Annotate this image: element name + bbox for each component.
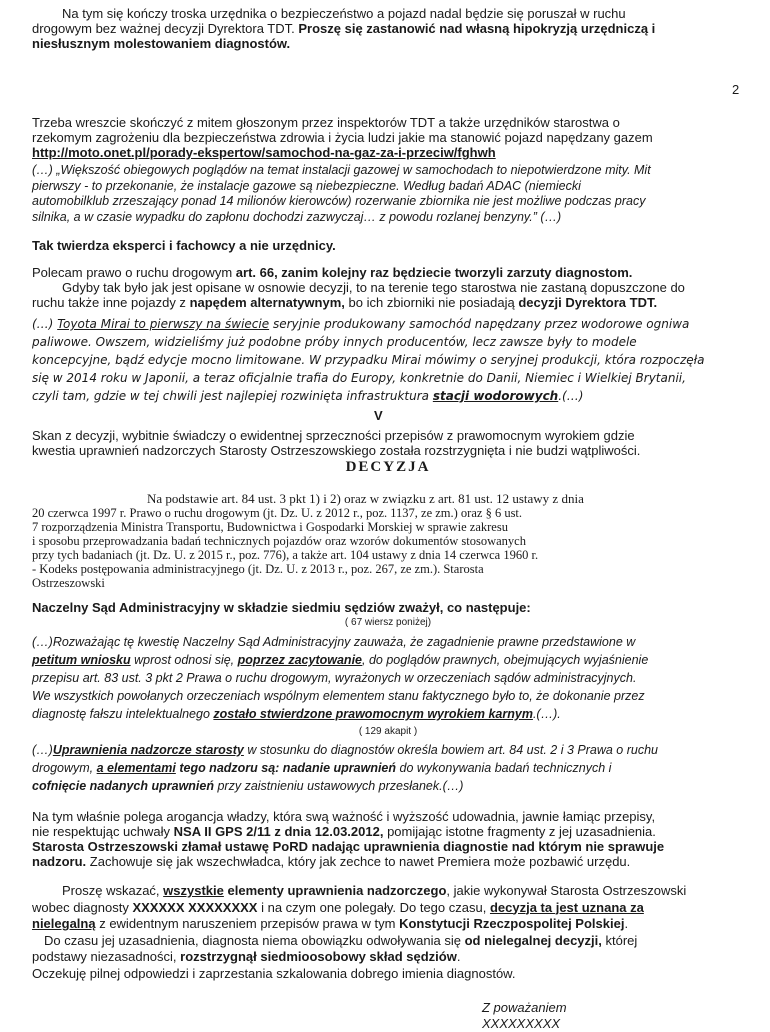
text-fragment: .: [624, 916, 629, 931]
text-line: Trzeba wreszcie skończyć z mitem głoszonym przez inspektorów TDT a także urzędników starostwa o: [32, 115, 620, 130]
decision-line: Ostrzeszowski: [32, 576, 105, 590]
paragraph-hypocrisy: [32, 6, 744, 51]
closing-regards: Z poważaniem: [482, 1000, 567, 1015]
text-fragment: Polecam prawo o ruchu drogowym: [32, 265, 233, 280]
text-fragment: , jakie wykonywał Starosta Ostrzeszowski: [446, 883, 687, 898]
text-fragment: nie respektując uchwały: [32, 824, 171, 839]
text-fragment: której: [605, 932, 638, 948]
text-fragment: czyli tam, gdzie w tej chwili jest najlepiej rozwinięta infrastruktura: [32, 389, 430, 403]
nsa-note-129: ( 129 akapit ): [358, 726, 418, 737]
quote-line: paliwowe. Owszem, widzieliśmy już podobne próby innych producentów, lecz zawsze były to modele: [32, 335, 637, 349]
bold-fragment: Konstytucji Rzeczpospolitej Polskiej: [399, 916, 625, 931]
quote-line: (…)Rozważając tę kwestię Naczelny Sąd Administracyjny zauważa, że zagadnienie prawne przedstawione w: [32, 635, 636, 649]
underlined-bold-fragment: wszystkie: [163, 883, 224, 898]
text-fragment: (…): [32, 743, 53, 757]
text-fragment: podstawy niezasadności,: [32, 949, 177, 964]
bold-fragment: nadzoru.: [32, 854, 87, 869]
text-fragment: bo ich zbiorniki nie posiadają: [348, 295, 515, 310]
decision-title: DECYZJA: [345, 459, 431, 475]
bold-fragment: art. 66, zanim kolejny raz będziecie tworzyli zarzuty diagnostom.: [235, 265, 633, 280]
text-fragment: drogowym,: [32, 761, 94, 775]
underlined-bold-fragment: stacji wodorowych: [432, 389, 559, 403]
text-fragment: Zachowuje się jak wszechwładca, który jak zechce to nawet Premiera może pozbawić urzędu.: [89, 854, 631, 869]
nsa-note-67: ( 67 wiersz poniżej): [344, 617, 432, 628]
paragraph-arrogance: [32, 809, 744, 869]
decision-line: Na podstawie art. 84 ust. 3 pkt 1) i 2) oraz w związku z art. 81 ust. 12 ustawy z dnia: [147, 491, 584, 506]
text-line: Skan z decyzji, wybitnie świadczy o ewidentnej sprzeczności przepisów z prawomocnym wyrokiem gdzie: [32, 428, 635, 443]
text-line: rzekomym zagrożeniu dla bezpieczeństwa zdrowia i życia ludzi jakie ma stanowić pojazd napędzany gazem: [32, 130, 653, 145]
paragraph-traffic-law: [32, 265, 744, 310]
text-line: Gdyby tak było jak jest opisane w osnowie decyzji, to na terenie tego starostwa nie zastaną dopuszczone do: [62, 280, 685, 295]
bold-fragment: tego nadzoru są: nadanie uprawnień: [179, 761, 397, 775]
paragraph-request: [32, 883, 744, 982]
underlined-bold-fragment: decyzja ta jest uznana za: [489, 899, 644, 915]
bold-fragment: cofnięcie nadanych uprawnień: [32, 779, 214, 793]
bold-fragment: NSA II GPS 2/11 z dnia 12.03.2012,: [173, 824, 384, 839]
text-fragment: z ewidentnym naruszeniem przepisów prawa w tym: [99, 916, 396, 931]
paragraph-scan: [32, 428, 744, 458]
quote-line: przepisu art. 83 ust. 3 pkt 2 Prawa o ruchu drogowym, wyrażonych w orzeczeniach sądów administracyjnych.: [32, 671, 637, 685]
text-fragment: do wykonywania badań technicznych i: [399, 761, 612, 775]
text-fragment: Proszę wskazać,: [62, 883, 160, 898]
text-fragment: wprost odnosi się,: [134, 653, 235, 667]
underlined-bold-fragment: a elementami: [96, 761, 176, 775]
underlined-bold-fragment: petitum wniosku: [32, 653, 131, 667]
text-fragment: .(…): [558, 389, 584, 403]
bold-fragment: rozstrzygnął siedmioosobowy skład sędziów: [180, 949, 457, 964]
bold-fragment: Proszę się zastanowić nad własną hipokryzją urzędniczą i: [298, 21, 656, 36]
quote-line: (…) „Większość obiegowych poglądów na temat instalacji gazowej w samochodach to niepotwierdzone mity. Mit: [32, 163, 651, 177]
nsa-heading: Naczelny Sąd Administracyjny w składzie siedmiu sędziów zważył, co następuje:: [32, 600, 531, 615]
text-line: Na tym właśnie polega arogancja władzy, która swą ważność i wyższość udowadnia, jawnie łamiąc przepisy,: [32, 809, 656, 824]
decision-line: - Kodeks postępowania administracyjnego (jt. Dz. U. z 2013 r., poz. 267, ze zm.). Starosta: [32, 562, 484, 576]
quote-line: silnika, a w czasie wypadku do zapłonu dochodzi zazwyczaj… z powodu rozlanej benzyny.” (…): [32, 209, 562, 224]
text-fragment: .(…).: [532, 707, 561, 721]
signature-name: XXXXXXXXX: [482, 1016, 561, 1031]
quote-line: pierwszy - to przekonanie, że instalacje gazowe są niebezpieczne. Według badań ADAC (niemiecki: [32, 178, 581, 193]
bold-line: niesłusznym molestowaniem diagnostów.: [32, 36, 291, 51]
quote-nsa-2: [32, 741, 744, 795]
text-line: Na tym się kończy troska urzędnika o bezpieczeństwo a pojazd nadal będzie się poruszał w ruchu: [62, 6, 626, 21]
text-fragment: .: [456, 949, 461, 964]
underlined-bold-fragment: nielegalną: [32, 916, 96, 931]
v-marker: V: [374, 408, 383, 423]
underlined-bold-fragment: Uprawnienia nadzorcze starosty: [52, 743, 244, 757]
text-line: kwestia uprawnień nadzorczych Starosty Ostrzeszowskiego została rozstrzygnięta i nie budzi wątpliwości.: [32, 443, 641, 458]
text-fragment: ruchu także inne pojazdy z: [32, 295, 186, 310]
decision-line: 7 rozporządzenia Ministra Transportu, Budownictwa i Gospodarki Morskiej w sprawie zakresu: [32, 520, 508, 534]
text-fragment: seryjnie produkowany samochód napędzany przez wodorowe ogniwa: [272, 317, 690, 331]
text-line: Oczekuję pilnej odpowiedzi i zaprzestania szkalowania dobrego imienia diagnostów.: [32, 965, 516, 981]
source-link[interactable]: http://moto.onet.pl/porady-ekspertow/samochod-na-gaz-za-i-przeciw/fghwh: [32, 145, 496, 160]
text-fragment: przy zaistnieniu ustawowych przesłanek.(…): [217, 779, 464, 793]
underlined-bold-fragment: poprzez zacytowanie: [237, 653, 362, 667]
underlined-bold-fragment: zostało stwierdzone prawomocnym wyrokiem karnym: [213, 707, 533, 721]
text-fragment: Do czasu jej uzasadnienia, diagnosta niema obowiązku odwoływania się: [44, 932, 461, 948]
text-fragment: diagnostę fałszu intelektualnego: [32, 707, 210, 721]
bold-line: Starosta Ostrzeszowski złamał ustawę PoRD nadając uprawnienia diagnostie nad którym nie sprawuje: [32, 839, 665, 854]
quote-line: się w 2014 roku w Japonii, a teraz oficjalnie trafia do Europy, konkretnie do Danii, Niemiec i Wielkiej Brytanii,: [32, 371, 686, 385]
experts-statement: Tak twierdza eksperci i fachowcy a nie urzędnicy.: [32, 238, 336, 253]
quote-line: automobilklub zrzeszający ponad 14 milionów kierowców) rozerwanie zbiornika nie jest możliwe podczas pracy: [32, 194, 646, 208]
text-fragment: pomijając istotne fragmenty z jej uzasadnienia.: [387, 824, 656, 839]
text-fragment: , do poglądów prawnych, obejmujących wyjaśnienie: [362, 653, 649, 667]
bold-fragment: decyzji Dyrektora TDT.: [518, 295, 658, 310]
text-fragment: drogowym bez ważnej decyzji Dyrektora TDT.: [32, 21, 295, 36]
decision-scan: [32, 458, 744, 590]
underlined-fragment: Toyota Mirai to pierwszy na świecie: [57, 317, 270, 331]
decision-line: przy tych badaniach (jt. Dz. U. z 2015 r., poz. 776), a także art. 104 ustawy z dnia 14 czerwca 1960 r.: [32, 548, 539, 562]
decision-line: 20 czerwca 1997 r. Prawo o ruchu drogowym (jt. Dz. U. z 2012 r., poz. 1137, ze zm.) oraz § 6 ust.: [32, 506, 523, 520]
redacted-name: XXXXXX XXXXXXXX: [132, 899, 258, 915]
decision-line: i sposobu przeprowadzania badań technicznych pojazdów oraz wzorów dokumentów stosowanych: [32, 534, 526, 548]
quote-line: We wszystkich powołanych orzeczeniach wspólnym elementem stanu faktycznego było to, że dokonanie przez: [32, 689, 645, 703]
bold-fragment: elementy uprawnienia nadzorczego: [227, 883, 447, 898]
text-fragment: i na czym one polegały. Do tego czasu,: [261, 899, 487, 915]
bold-fragment: od nielegalnej decyzji,: [464, 932, 602, 948]
bold-fragment: napędem alternatywnym,: [189, 295, 345, 310]
quote-gas-installations: [32, 163, 744, 225]
quote-nsa-1: [32, 633, 744, 723]
text-fragment: (…): [32, 317, 54, 331]
paragraph-gas-myth: [32, 115, 744, 160]
text-fragment: w stosunku do diagnostów określa bowiem art. 84 ust. 2 i 3 Prawa o ruchu: [247, 743, 658, 757]
quote-toyota-mirai: [32, 315, 744, 405]
page-number: 2: [732, 82, 740, 97]
text-fragment: wobec diagnosty: [32, 899, 129, 915]
quote-line: koncepcyjne, bądź edycje mocno limitowane. W przypadku Mirai mówimy o seryjnej produkcji, która rozpoczęła: [32, 353, 705, 367]
